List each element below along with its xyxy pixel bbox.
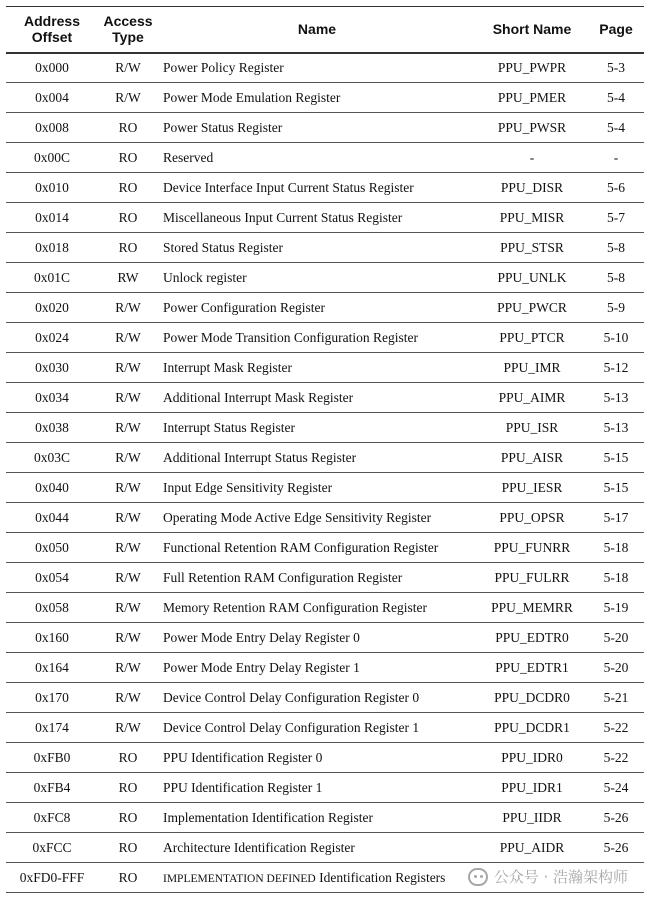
cell-access-type: R/W [98,473,158,503]
table-row [6,713,644,743]
cell-name [158,83,476,113]
cell-short-name: PPU_PTCR [476,323,588,353]
cell-name-text: Power Mode Entry Delay Register 0 [163,629,360,645]
cell-access-type: R/W [98,503,158,533]
cell-address-offset: 0xFCC [6,833,98,863]
cell-name [158,833,476,863]
cell-address-offset: 0x040 [6,473,98,503]
table-header [6,7,644,53]
cell-short-name: PPU_FUNRR [476,533,588,563]
register-summary-table [6,6,644,893]
cell-short-name: PPU_IDR0 [476,743,588,773]
table-row [6,563,644,593]
cell-name [158,773,476,803]
cell-name-text: Interrupt Status Register [163,419,295,435]
table-row [6,593,644,623]
cell-page: 5-19 [588,593,644,623]
cell-name [158,233,476,263]
cell-address-offset: 0xFB4 [6,773,98,803]
table-row [6,623,644,653]
cell-page: 5-10 [588,323,644,353]
cell-short-name [476,863,588,893]
cell-short-name: PPU_AIMR [476,383,588,413]
cell-address-offset: 0x170 [6,683,98,713]
cell-address-offset: 0x034 [6,383,98,413]
cell-page: - [588,143,644,173]
cell-name [158,443,476,473]
cell-address-offset: 0x058 [6,593,98,623]
cell-address-offset: 0x010 [6,173,98,203]
header-address-offset [6,7,98,53]
cell-access-type: RO [98,203,158,233]
cell-address-offset: 0x03C [6,443,98,473]
table-row [6,833,644,863]
table-row [6,83,644,113]
table-row [6,743,644,773]
cell-name [158,293,476,323]
cell-access-type: R/W [98,593,158,623]
table-row [6,773,644,803]
cell-name [158,203,476,233]
cell-name [158,383,476,413]
cell-address-offset: 0x000 [6,53,98,83]
table-row [6,383,644,413]
header-access-line1: Access [103,13,153,30]
cell-short-name: PPU_IDR1 [476,773,588,803]
header-page: Page [588,7,644,53]
cell-name-text: Interrupt Mask Register [163,359,292,375]
cell-address-offset: 0x038 [6,413,98,443]
cell-name-text: Power Configuration Register [163,299,325,315]
table-row [6,263,644,293]
cell-access-type: RO [98,743,158,773]
cell-page: 5-24 [588,773,644,803]
cell-page: 5-8 [588,233,644,263]
cell-short-name: - [476,143,588,173]
cell-access-type: R/W [98,443,158,473]
cell-name [158,173,476,203]
cell-access-type: RO [98,863,158,893]
cell-short-name: PPU_IESR [476,473,588,503]
cell-page: 5-12 [588,353,644,383]
table-row [6,443,644,473]
cell-page: 5-26 [588,833,644,863]
cell-address-offset: 0x164 [6,653,98,683]
cell-name-text: Operating Mode Active Edge Sensitivity Register [163,509,432,525]
cell-address-offset: 0x008 [6,113,98,143]
cell-address-offset: 0xFB0 [6,743,98,773]
header-short-name: Short Name [476,7,588,53]
cell-name-text: Additional Interrupt Status Register [163,449,357,465]
cell-short-name: PPU_MISR [476,203,588,233]
cell-name-text: Architecture Identification Register [163,839,355,855]
cell-access-type: R/W [98,713,158,743]
cell-name [158,803,476,833]
cell-page: 5-21 [588,683,644,713]
cell-page: 5-7 [588,203,644,233]
cell-name-text: Implementation Identification Register [163,809,373,825]
table-row [6,113,644,143]
cell-access-type: R/W [98,323,158,353]
table-row [6,683,644,713]
cell-access-type: R/W [98,563,158,593]
cell-name [158,473,476,503]
header-offset-line2: Offset [31,29,73,46]
table-row [6,323,644,353]
cell-name [158,533,476,563]
cell-access-type: RO [98,233,158,263]
cell-access-type: R/W [98,353,158,383]
table-row [6,143,644,173]
cell-name-text: Unlock register [163,269,247,285]
header-offset-line1: Address [23,13,81,30]
table-row [6,173,644,203]
table-row [6,533,644,563]
cell-short-name: PPU_FULRR [476,563,588,593]
table-row [6,863,644,893]
cell-page: 5-15 [588,443,644,473]
cell-page: 5-3 [588,53,644,83]
cell-access-type: R/W [98,533,158,563]
cell-name [158,863,476,893]
cell-short-name: PPU_STSR [476,233,588,263]
cell-page: 5-13 [588,383,644,413]
cell-name-text: Input Edge Sensitivity Register [163,479,333,495]
table-row [6,803,644,833]
cell-short-name: PPU_PMER [476,83,588,113]
cell-name [158,623,476,653]
cell-address-offset: 0x030 [6,353,98,383]
cell-short-name: PPU_PWCR [476,293,588,323]
cell-name [158,353,476,383]
cell-access-type: R/W [98,293,158,323]
cell-name [158,743,476,773]
cell-address-offset: 0x024 [6,323,98,353]
watermark-text: 公众号 · 浩瀚架构师 [493,868,628,886]
cell-name-text: Additional Interrupt Mask Register [163,389,354,405]
cell-name [158,413,476,443]
cell-access-type: R/W [98,683,158,713]
cell-name-text: Power Mode Emulation Register [163,89,341,105]
cell-name [158,593,476,623]
cell-address-offset: 0x00C [6,143,98,173]
cell-name-text: Reserved [163,149,214,165]
cell-name-text: Identification Registers [319,869,446,885]
cell-address-offset: 0xFD0-FFF [6,863,98,893]
cell-name-prefix: IMPLEMENTATION DEFINED [163,872,316,885]
cell-page: 5-20 [588,623,644,653]
cell-name-text: Device Interface Input Current Status Register [163,179,414,195]
cell-access-type: RO [98,803,158,833]
cell-access-type: RO [98,113,158,143]
cell-page [588,863,644,893]
cell-short-name: PPU_DISR [476,173,588,203]
header-name: Name [158,7,476,53]
table-row [6,293,644,323]
cell-name [158,53,476,83]
cell-address-offset: 0xFC8 [6,803,98,833]
cell-name-text: PPU Identification Register 1 [163,779,323,795]
cell-name-text: Full Retention RAM Configuration Register [163,569,403,585]
cell-name [158,713,476,743]
cell-name-text: Power Policy Register [163,59,284,75]
cell-page: 5-22 [588,713,644,743]
cell-name-text: Device Control Delay Configuration Register 1 [163,719,420,735]
cell-access-type: RW [98,263,158,293]
cell-name-text: PPU Identification Register 0 [163,749,323,765]
cell-short-name: PPU_EDTR1 [476,653,588,683]
cell-address-offset: 0x050 [6,533,98,563]
cell-page: 5-18 [588,533,644,563]
cell-page: 5-9 [588,293,644,323]
cell-short-name: PPU_IIDR [476,803,588,833]
cell-name [158,113,476,143]
cell-name-text: Functional Retention RAM Configuration Register [163,539,439,555]
cell-access-type: R/W [98,413,158,443]
table-row [6,233,644,263]
cell-access-type: R/W [98,383,158,413]
table-body [6,53,644,893]
cell-access-type: RO [98,773,158,803]
cell-page: 5-6 [588,173,644,203]
table-row [6,503,644,533]
cell-page: 5-18 [588,563,644,593]
cell-name [158,653,476,683]
cell-short-name: PPU_EDTR0 [476,623,588,653]
cell-page: 5-4 [588,113,644,143]
register-table-container [6,6,644,893]
header-row [6,7,644,53]
cell-address-offset: 0x174 [6,713,98,743]
table-row [6,203,644,233]
cell-access-type: R/W [98,623,158,653]
cell-address-offset: 0x020 [6,293,98,323]
cell-access-type: RO [98,833,158,863]
cell-name-text: Power Mode Entry Delay Register 1 [163,659,360,675]
cell-short-name: PPU_DCDR0 [476,683,588,713]
cell-short-name: PPU_PWPR [476,53,588,83]
cell-short-name: PPU_AISR [476,443,588,473]
header-access-line2: Type [112,29,144,46]
cell-name-text: Device Control Delay Configuration Register 0 [163,689,420,705]
cell-address-offset: 0x054 [6,563,98,593]
cell-name-text: Memory Retention RAM Configuration Register [163,599,427,615]
cell-page: 5-13 [588,413,644,443]
cell-page: 5-8 [588,263,644,293]
table-row [6,353,644,383]
cell-name [158,503,476,533]
cell-short-name: PPU_OPSR [476,503,588,533]
cell-short-name: PPU_IMR [476,353,588,383]
cell-address-offset: 0x160 [6,623,98,653]
cell-name [158,323,476,353]
cell-name-text: Power Mode Transition Configuration Register [163,329,418,345]
cell-access-type: R/W [98,83,158,113]
cell-short-name: PPU_AIDR [476,833,588,863]
cell-address-offset: 0x004 [6,83,98,113]
cell-page: 5-4 [588,83,644,113]
cell-address-offset: 0x018 [6,233,98,263]
cell-short-name: PPU_UNLK [476,263,588,293]
cell-page: 5-26 [588,803,644,833]
cell-name [158,683,476,713]
cell-access-type: RO [98,143,158,173]
table-row [6,653,644,683]
cell-short-name: PPU_ISR [476,413,588,443]
cell-access-type: RO [98,173,158,203]
table-row [6,413,644,443]
cell-name-text: Miscellaneous Input Current Status Register [163,209,403,225]
cell-short-name: PPU_MEMRR [476,593,588,623]
cell-access-type: R/W [98,53,158,83]
cell-name [158,143,476,173]
table-row [6,53,644,83]
cell-address-offset: 0x014 [6,203,98,233]
cell-page: 5-20 [588,653,644,683]
cell-access-type: R/W [98,653,158,683]
header-access-type [98,7,158,53]
cell-name [158,563,476,593]
cell-short-name: PPU_DCDR1 [476,713,588,743]
cell-page: 5-17 [588,503,644,533]
cell-short-name: PPU_PWSR [476,113,588,143]
table-row [6,473,644,503]
cell-address-offset: 0x01C [6,263,98,293]
cell-page: 5-15 [588,473,644,503]
cell-name-text: Power Status Register [163,119,283,135]
cell-address-offset: 0x044 [6,503,98,533]
cell-name-text: Stored Status Register [163,239,283,255]
cell-page: 5-22 [588,743,644,773]
cell-name [158,263,476,293]
